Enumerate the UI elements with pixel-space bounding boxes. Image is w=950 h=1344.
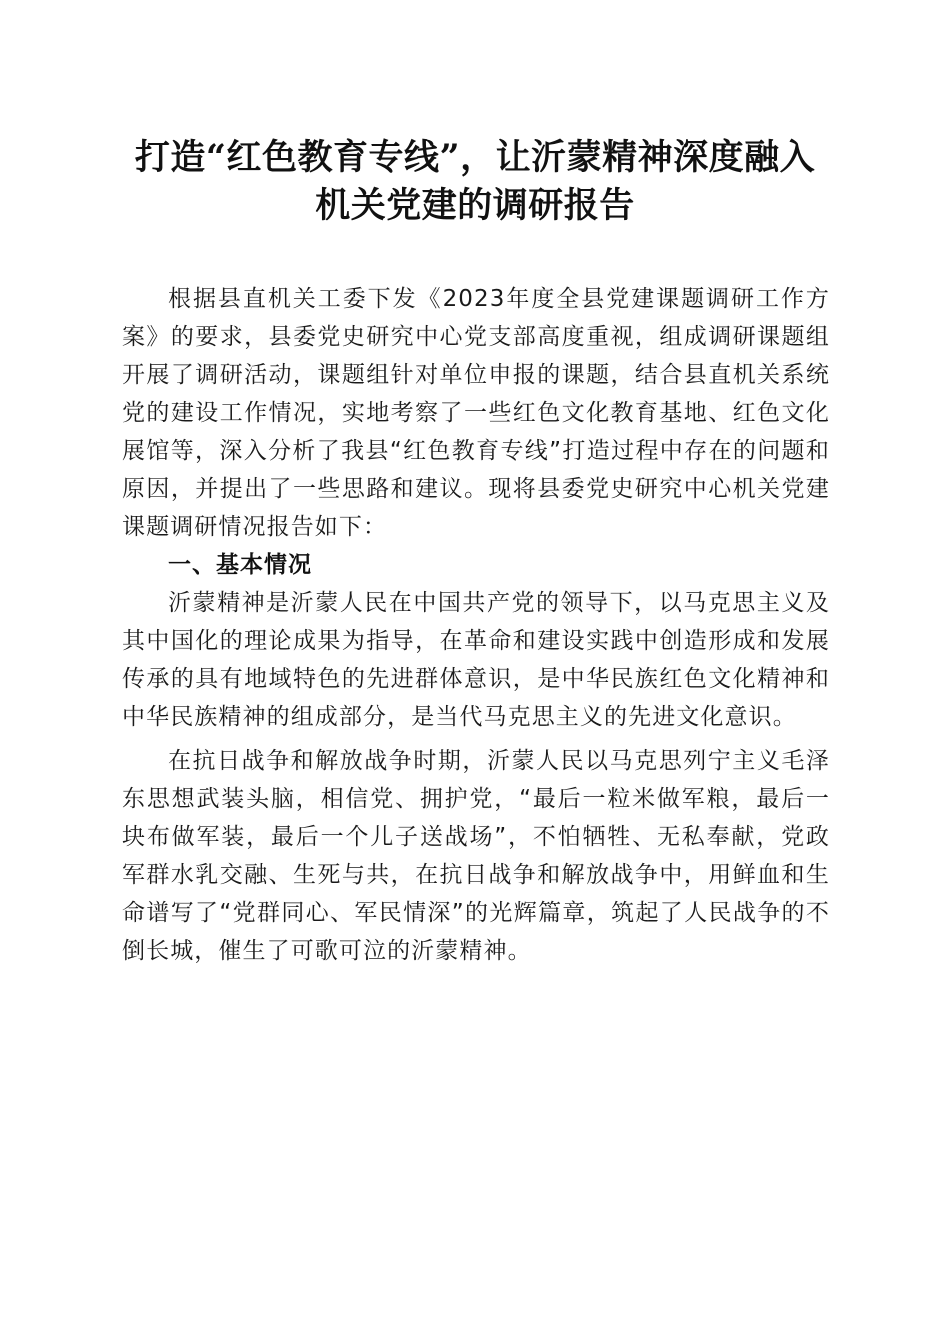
section-heading-basic-situation: 一、基本情况 — [168, 551, 312, 578]
section1-paragraph-2: 在抗日战争和解放战争时期，沂蒙人民以马克思列宁主义毛泽东思想武装头脑，相信党、拥护党，“最后一粒米做军粮，最后一块布做军装，最后一个儿子送战场”，不怕牺牲、无私奉献，党政军群水乳交融、生死与共，在抗日战争和解放战争中，用鲜血和生命谱写了“党群同心、军民情深”的光辉篇章，筑起了人民战争的不倒长城，催生了可歌可泣的沂蒙精神。 — [122, 748, 830, 964]
document-title — [100, 134, 850, 230]
document-body — [122, 280, 830, 970]
title-line-1: 打造“红色教育专线”，让沂蒙精神深度融入 — [134, 137, 816, 178]
intro-paragraph: 根据县直机关工委下发《2023年度全县党建课题调研工作方案》的要求，县委党史研究中心党支部高度重视，组成调研课题组开展了调研活动，课题组针对单位申报的课题，结合县直机关系统党的建设工作情况，实地考察了一些红色文化教育基地、红色文化展馆等，深入分析了我县“红色教育专线”打造过程中存在的问题和原因，并提出了一些思路和建议。现将县委党史研究中心机关党建课题调研情况报告如下： — [122, 286, 830, 540]
title-line-2: 机关党建的调研报告 — [315, 185, 635, 226]
section1-paragraph-1: 沂蒙精神是沂蒙人民在中国共产党的领导下，以马克思主义及其中国化的理论成果为指导，在革命和建设实践中创造形成和发展传承的具有地域特色的先进群体意识，是中华民族红色文化精神和中华民族精神的组成部分，是当代马克思主义的先进文化意识。 — [122, 590, 830, 730]
